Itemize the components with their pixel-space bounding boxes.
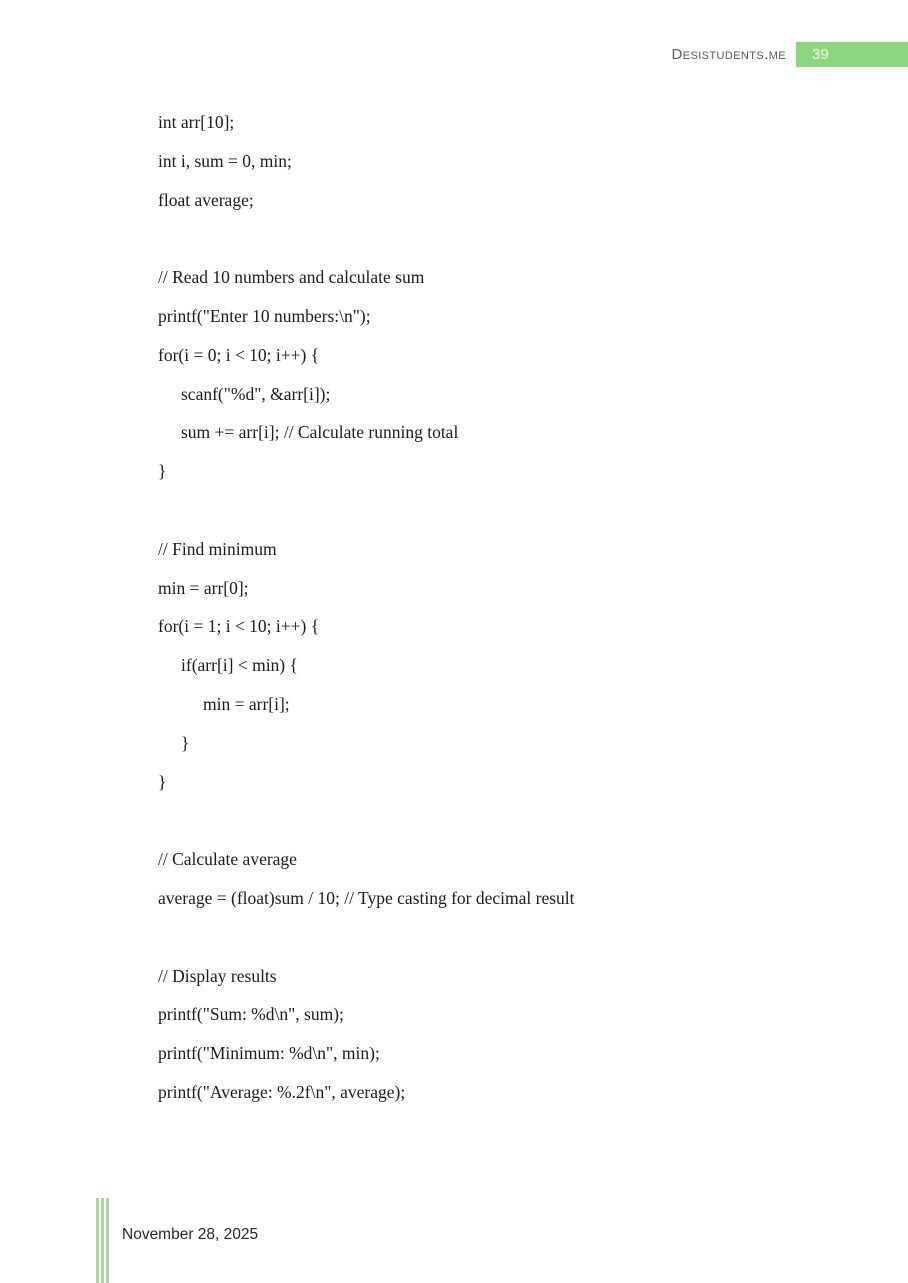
page-number-badge [796, 42, 908, 67]
code-line: average = (float)sum / 10; // Type casting for decimal result [158, 887, 575, 908]
code-line-blank [158, 918, 858, 957]
code-block [158, 103, 858, 1112]
code-line: min = arr[0]; [158, 577, 249, 598]
code-line: for(i = 0; i < 10; i++) { [158, 344, 320, 365]
code-line: sum += arr[i]; // Calculate running total [181, 422, 459, 443]
code-line: printf("Minimum: %d\n", min); [158, 1043, 380, 1064]
code-line: } [158, 461, 167, 482]
code-line: float average; [158, 189, 254, 210]
code-line: printf("Average: %.2f\n", average); [158, 1081, 406, 1102]
code-line: scanf("%d", &arr[i]); [181, 383, 331, 404]
footer-date: November 28, 2025 [122, 1226, 259, 1243]
code-line: printf("Sum: %d\n", sum); [158, 1004, 344, 1025]
code-line: min = arr[i]; [203, 693, 290, 714]
code-line: } [158, 771, 167, 792]
code-line-comment: // Calculate average [158, 849, 297, 870]
code-line: if(arr[i] < min) { [181, 655, 298, 676]
code-line-blank [158, 801, 858, 840]
page-number: 39 [812, 46, 829, 63]
site-watermark-label: Desistudents.me [671, 46, 786, 63]
code-line-comment: // Read 10 numbers and calculate sum [158, 267, 425, 288]
code-line-blank [158, 219, 858, 258]
code-line: int arr[10]; [158, 112, 235, 132]
footer-stripes-decoration [96, 1198, 109, 1283]
code-line: int i, sum = 0, min; [158, 150, 292, 171]
code-line: for(i = 1; i < 10; i++) { [158, 616, 320, 637]
code-line-comment: // Find minimum [158, 538, 277, 559]
code-line-comment: // Display results [158, 965, 277, 986]
code-line-blank [158, 491, 858, 530]
code-line: } [181, 732, 190, 753]
code-line: printf("Enter 10 numbers:\n"); [158, 305, 371, 326]
